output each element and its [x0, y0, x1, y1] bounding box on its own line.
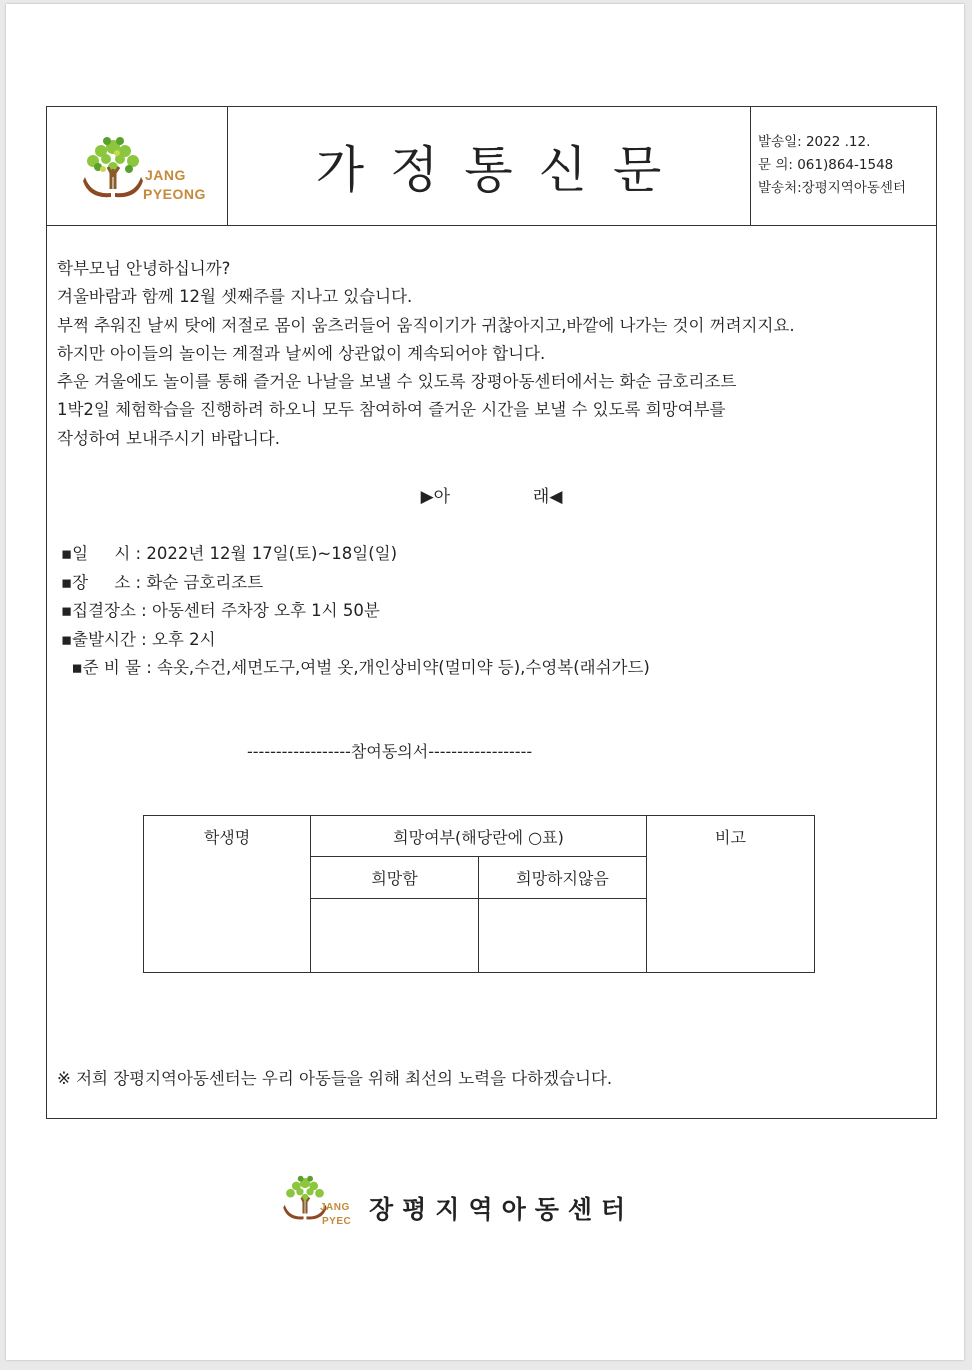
- logo-text-line1: JANG: [145, 167, 186, 183]
- footnote: ※ 저희 장평지역아동센터는 우리 아동들을 위해 최선의 노력을 다하겠습니다.: [57, 1069, 613, 1088]
- info-cell: [750, 107, 936, 225]
- document-page: [6, 4, 964, 1360]
- detail-date: ▪일 시 : 2022년 12월 17일(토)~18일(일): [61, 544, 398, 563]
- send-date: 발송일: 2022 .12.: [758, 134, 871, 150]
- letter-line: 1박2일 체험학습을 진행하려 하오니 모두 참여하여 즐거운 시간을 보낼 수 있도록 희망여부를: [57, 400, 726, 420]
- consent-table: [143, 815, 815, 973]
- center-name: 장평지역아동센터: [369, 1195, 635, 1224]
- letter-line: 학부모님 안녕하십니까?: [57, 259, 231, 278]
- letter-body: [57, 255, 795, 453]
- logo-cell: [47, 107, 228, 225]
- event-details: [61, 540, 650, 683]
- wish-no-cell[interactable]: [479, 899, 647, 973]
- notice-frame: [46, 106, 937, 1119]
- student-name-header: 학생명: [144, 816, 311, 973]
- footer-logo-text-line1: JANG: [320, 1202, 350, 1213]
- letter-line: 겨울바람과 함께 12월 셋째주를 지나고 있습니다.: [57, 287, 413, 307]
- notice-left: ▶아: [420, 487, 451, 507]
- detail-supplies: ▪준 비 물 : 속옷,수건,세면도구,여벌 옷,개인상비약(멀미약 등),수영복(래쉬가드): [61, 658, 650, 677]
- detail-departure: ▪출발시간 : 오후 2시: [61, 629, 216, 649]
- wish-header: 희망여부(해당란에 ○표): [311, 816, 647, 857]
- detail-place: ▪장 소 : 화순 금호리조트: [61, 572, 264, 592]
- detail-meeting: ▪집결장소 : 아동센터 주차장 오후 1시 50분: [61, 601, 380, 620]
- letter-line: 작성하여 보내주시기 바랍니다.: [57, 428, 280, 448]
- header: [47, 107, 936, 226]
- wish-yes-header: 희망함: [311, 857, 479, 899]
- consent-title: ------------------참여동의서------------------: [247, 742, 533, 761]
- notice-heading: [47, 482, 936, 507]
- sender: 발송처:장평지역아동센터: [758, 180, 906, 196]
- letter-line: 하지만 아이들의 놀이는 계절과 날씨에 상관없이 계속되어야 합니다.: [57, 343, 546, 363]
- title-cell: [227, 107, 751, 225]
- wish-no-header: 희망하지않음: [479, 857, 647, 899]
- page-title: 가정통신문: [315, 141, 688, 199]
- note-header: 비고: [647, 816, 815, 973]
- letter-line: 추운 겨울에도 놀이를 통해 즐거운 나날을 보낼 수 있도록 장평아동센터에서는 화순 금호리조트: [57, 372, 737, 392]
- tree-hands-logo-icon: [73, 129, 153, 209]
- logo-text-line2: PYEONG: [143, 186, 206, 202]
- footer-logo-text-line2: PYEC: [322, 1216, 352, 1227]
- wish-yes-cell[interactable]: [311, 899, 479, 973]
- notice-right: 래◀: [532, 487, 563, 507]
- letter-line: 부쩍 추워진 날씨 탓에 저절로 몸이 움츠러들어 움직이기가 귀찮아지고,바깥에 나가는 것이 꺼려지지요.: [57, 315, 795, 335]
- contact-phone: 문 의: 061)864-1548: [758, 157, 894, 173]
